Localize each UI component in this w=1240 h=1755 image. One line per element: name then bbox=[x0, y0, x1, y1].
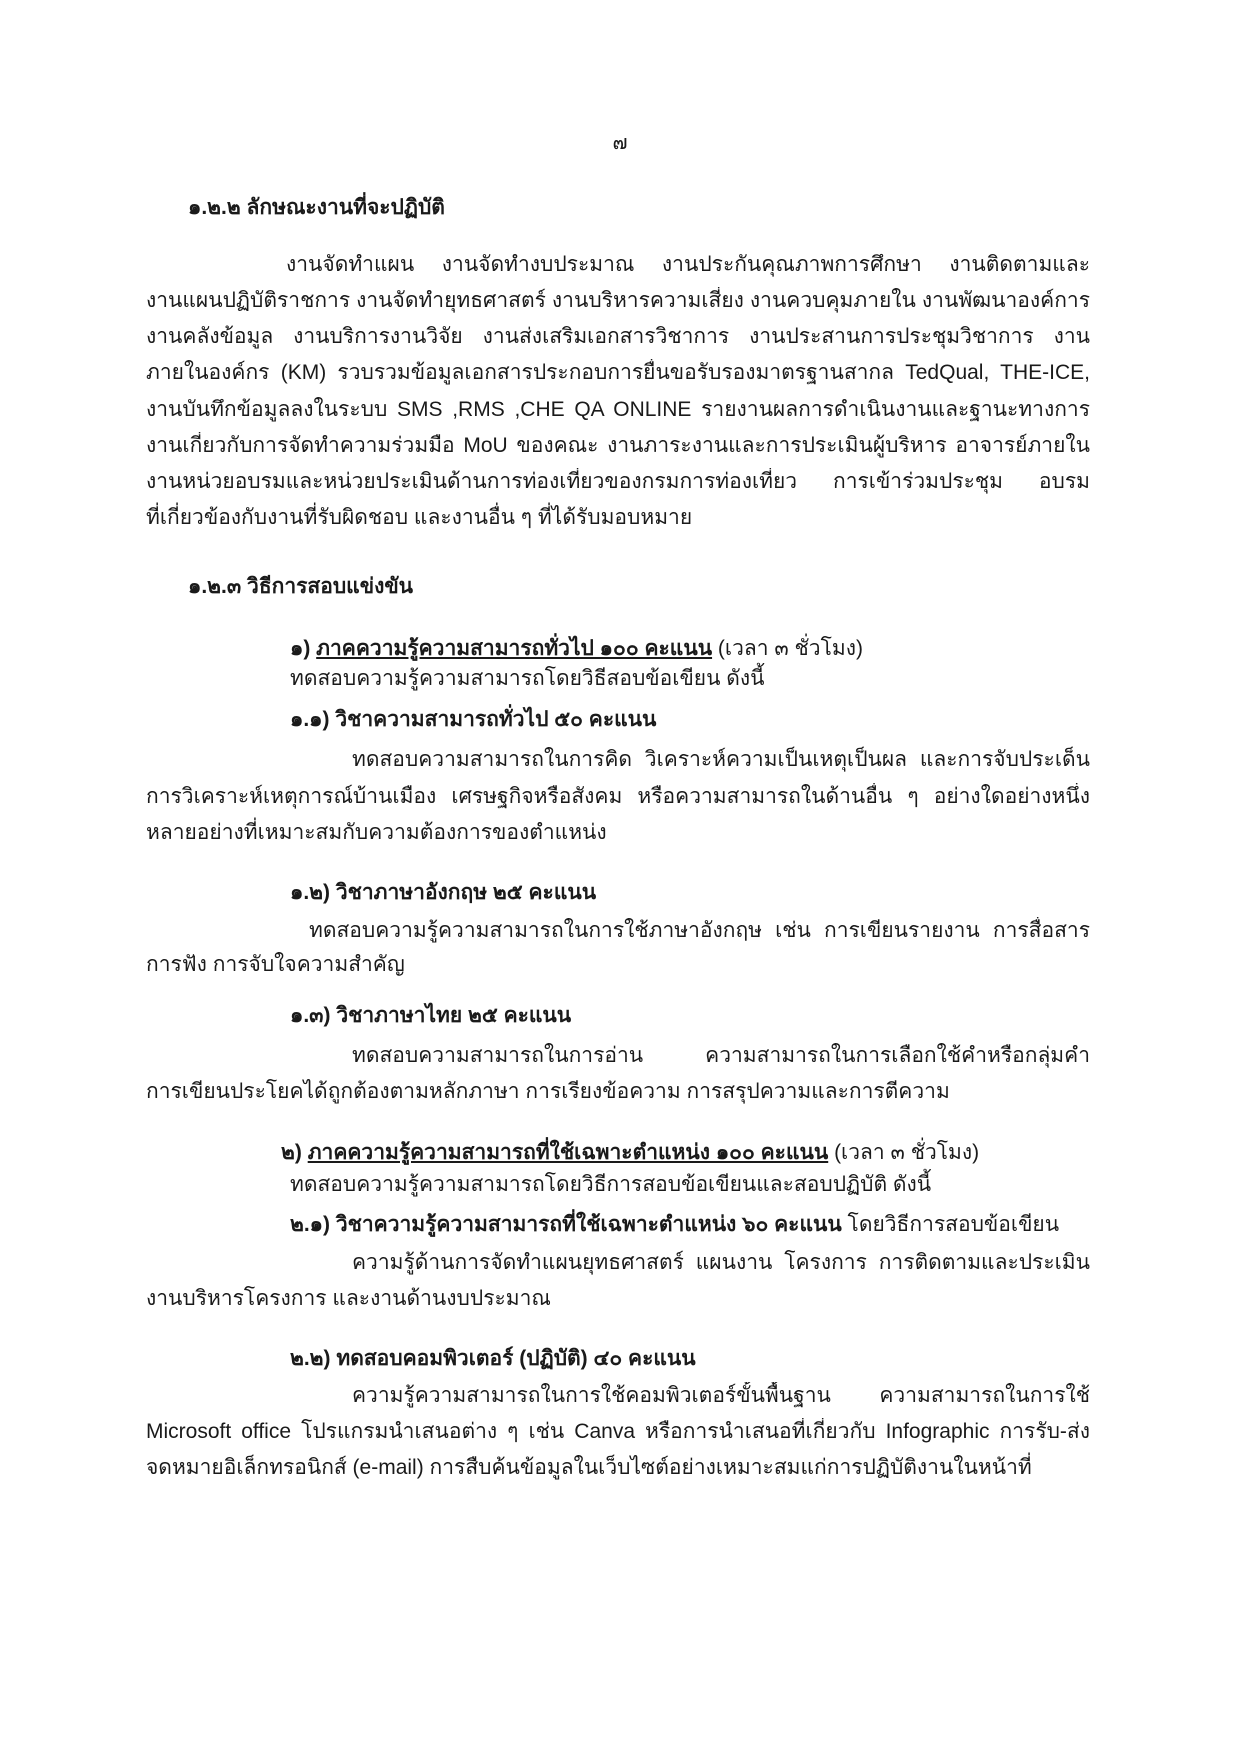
subject-1-2-title: ๑.๒) วิชาภาษาอังกฤษ ๒๕ คะแนน bbox=[290, 881, 597, 904]
subject-2-1-method: โดยวิธีการสอบข้อเขียน bbox=[847, 1213, 1060, 1236]
part1-heading bbox=[290, 635, 863, 663]
paragraph-line: งานหน่วยอบรมและหน่วยประเมินด้านการท่องเที่ยวของกรมการท่องเที่ยว การเข้าร่วมประชุม อบรม bbox=[146, 470, 1090, 493]
section-heading-exam-method: ๑.๒.๓ วิธีการสอบแข่งขัน bbox=[188, 575, 414, 598]
paragraph-line: งานจัดทำแผน งานจัดทำงบประมาณ งานประกันคุณภาพการศึกษา งานติดตามและ bbox=[286, 253, 1090, 276]
subject-1-1-title: ๑.๑) วิชาความสามารถทั่วไป ๕๐ คะแนน bbox=[290, 708, 657, 731]
part1-title: ภาคความรู้ความสามารถทั่วไป ๑๐๐ คะแนน bbox=[316, 637, 713, 660]
paragraph-line: ทดสอบความรู้ความสามารถในการใช้ภาษาอังกฤษ เช่น การเขียนรายงาน การสื่อสาร bbox=[309, 919, 1090, 942]
paragraph-line: Microsoft office โปรแกรมนำเสนอต่าง ๆ เช่น Canva หรือการนำเสนอที่เกี่ยวกับ Infographic การรับ-ส่ง bbox=[146, 1420, 1090, 1443]
paragraph-line: การฟัง การจับใจความสำคัญ bbox=[146, 953, 405, 976]
paragraph-line: จดหมายอิเล็กทรอนิกส์ (e-mail) การสืบค้นข้อมูลในเว็บไซต์อย่างเหมาะสมแก่การปฏิบัติงานในหน้าที่ bbox=[146, 1456, 1032, 1479]
paragraph-line: งานบริหารโครงการ และงานด้านงบประมาณ bbox=[146, 1287, 551, 1310]
paragraph-line: งานเกี่ยวกับการจัดทำความร่วมมือ MoU ของคณะ งานภาระงานและการประเมินผู้บริหาร อาจารย์ภายใน bbox=[146, 434, 1090, 457]
paragraph-line: งานบันทึกข้อมูลลงในระบบ SMS ,RMS ,CHE QA ONLINE รายงานผลการดำเนินงานและฐานะทางการ bbox=[146, 398, 1090, 421]
paragraph-line: ความรู้ความสามารถในการใช้คอมพิวเตอร์ขั้นพื้นฐาน ความสามารถในการใช้ bbox=[352, 1384, 1090, 1407]
paragraph-line: งานแผนปฏิบัติราชการ งานจัดทำยุทธศาสตร์ งานบริหารความเสี่ยง งานควบคุมภายใน งานพัฒนาองค์การ bbox=[146, 289, 1090, 312]
part2-number: ๒) bbox=[281, 1141, 302, 1164]
subject-2-1-heading bbox=[290, 1211, 1059, 1239]
paragraph-line: ทดสอบความสามารถในการคิด วิเคราะห์ความเป็นเหตุเป็นผล และการจับประเด็น bbox=[352, 748, 1090, 771]
part2-intro: ทดสอบความรู้ความสามารถโดยวิธีการสอบข้อเขียนและสอบปฏิบัติ ดังนี้ bbox=[290, 1173, 932, 1196]
part1-intro: ทดสอบความรู้ความสามารถโดยวิธีสอบข้อเขียน ดังนี้ bbox=[290, 667, 765, 690]
part1-number: ๑) bbox=[290, 637, 311, 660]
part2-time: (เวลา ๓ ชั่วโมง) bbox=[834, 1141, 980, 1164]
subject-2-2-title: ๒.๒) ทดสอบคอมพิวเตอร์ (ปฏิบัติ) ๔๐ คะแนน bbox=[290, 1347, 696, 1370]
paragraph-line: ที่เกี่ยวข้องกับงานที่รับผิดชอบ และงานอื่น ๆ ที่ได้รับมอบหมาย bbox=[146, 506, 693, 529]
paragraph-line: การวิเคราะห์เหตุการณ์บ้านเมือง เศรษฐกิจหรือสังคม หรือความสามารถในด้านอื่น ๆ อย่างใดอย่างหนึ่ง bbox=[146, 785, 1090, 808]
paragraph-line: ภายในองค์กร (KM) รวบรวมข้อมูลเอกสารประกอบการยื่นขอรับรองมาตรฐานสากล TedQual, THE-ICE, bbox=[146, 361, 1090, 384]
subject-2-1-title: ๒.๑) วิชาความรู้ความสามารถที่ใช้เฉพาะตำแหน่ง ๖๐ คะแนน bbox=[290, 1213, 842, 1236]
page-number: ๗ bbox=[612, 132, 628, 154]
paragraph-line: งานคลังข้อมูล งานบริการงานวิจัย งานส่งเสริมเอกสารวิชาการ งานประสานการประชุมวิชาการ งาน bbox=[146, 325, 1090, 348]
section-heading-job-duties: ๑.๒.๒ ลักษณะงานที่จะปฏิบัติ bbox=[188, 196, 445, 219]
paragraph-line: ความรู้ด้านการจัดทำแผนยุทธศาสตร์ แผนงาน โครงการ การติดตามและประเมิน bbox=[352, 1251, 1090, 1274]
paragraph-line: หลายอย่างที่เหมาะสมกับความต้องการของตำแหน่ง bbox=[146, 821, 607, 844]
part2-heading bbox=[281, 1139, 979, 1167]
subject-1-3-title: ๑.๓) วิชาภาษาไทย ๒๕ คะแนน bbox=[290, 1004, 572, 1027]
paragraph-line: การเขียนประโยคได้ถูกต้องตามหลักภาษา การเรียงข้อความ การสรุปความและการตีความ bbox=[146, 1080, 950, 1103]
part1-time: (เวลา ๓ ชั่วโมง) bbox=[717, 637, 863, 660]
part2-title: ภาคความรู้ความสามารถที่ใช้เฉพาะตำแหน่ง ๑๐๐ คะแนน bbox=[307, 1141, 829, 1164]
paragraph-line: ทดสอบความสามารถในการอ่าน ความสามารถในการเลือกใช้คำหรือกลุ่มคำ bbox=[352, 1044, 1090, 1067]
